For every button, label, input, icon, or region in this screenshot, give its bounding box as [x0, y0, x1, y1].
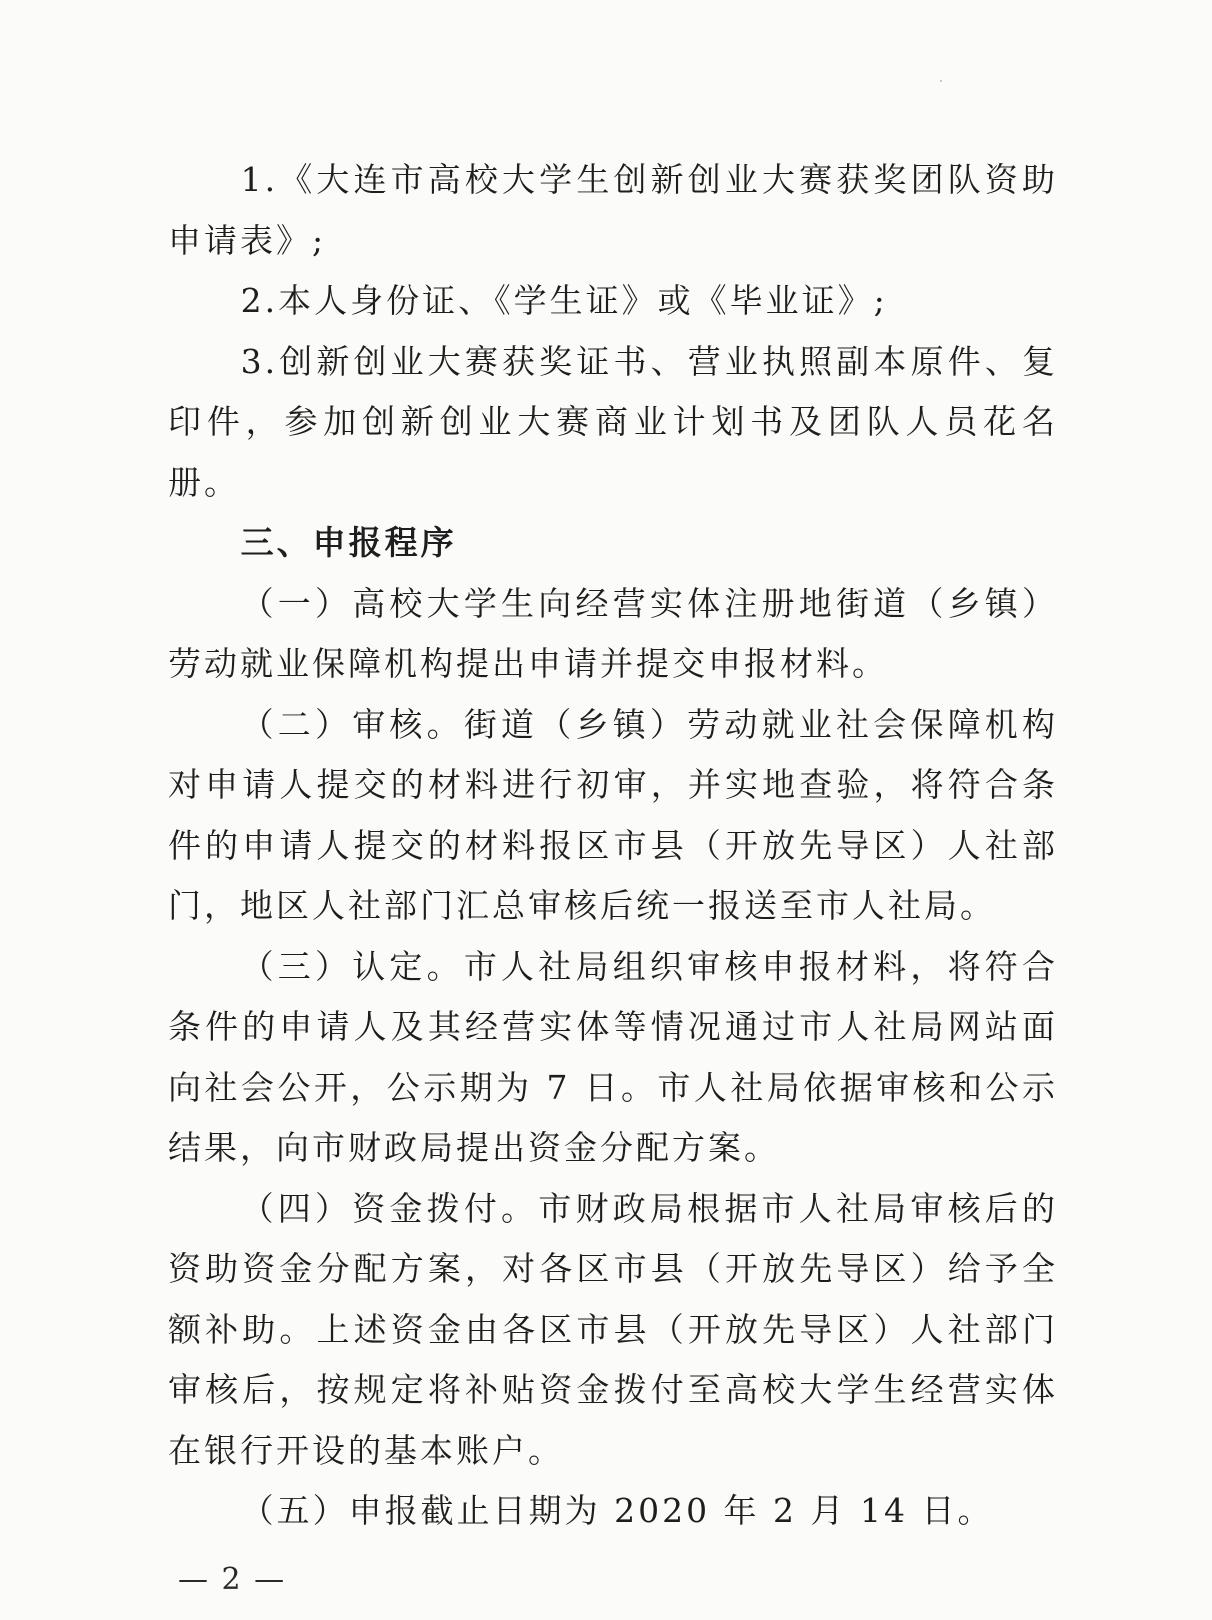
procedure-step-review: （二）审核。街道（乡镇）劳动就业社会保障机构对申请人提交的材料进行初审，并实地查验，将符合条件的申请人提交的材料报区市县（开放先导区）人社部门，地区人社部门汇总审核后统一报送至市人社局。	[168, 704, 1058, 925]
document-body	[168, 150, 1058, 1542]
page-number: — 2 —	[178, 1562, 287, 1597]
list-item-application-form: 1.《大连市高校大学生创新创业大赛获奖团队资助申请表》;	[168, 160, 1058, 260]
procedure-step-funding: （四）资金拨付。市财政局根据市人社局审核后的资助资金分配方案，对各区市县（开放先导区）给予全额补助。上述资金由各区市县（开放先导区）人社部门审核后，按规定将补贴资金拨付至高校大学生经营实体在银行开设的基本账户。	[168, 1188, 1058, 1470]
list-item-id-documents: 2.本人身份证、《学生证》或《毕业证》;	[240, 281, 888, 320]
procedure-step-certify: （三）认定。市人社局组织审核申报材料，将符合条件的申请人及其经营实体等情况通过市人社局网站面向社会公开，公示期为 7 日。市人社局依据审核和公示结果，向市财政局提出资金分配方案。	[168, 946, 1058, 1167]
procedure-step-apply: （一）高校大学生向经营实体注册地街道（乡镇）劳动就业保障机构提出申请并提交申报材料。	[168, 583, 1058, 683]
procedure-step-deadline: （五）申报截止日期为 2020 年 2 月 14 日。	[240, 1491, 994, 1530]
list-item-certificates: 3.创新创业大赛获奖证书、营业执照副本原件、复印件，参加创新创业大赛商业计划书及团队人员花名册。	[168, 341, 1058, 502]
scan-speck	[940, 80, 942, 82]
section-heading-procedure: 三、申报程序	[240, 523, 457, 562]
